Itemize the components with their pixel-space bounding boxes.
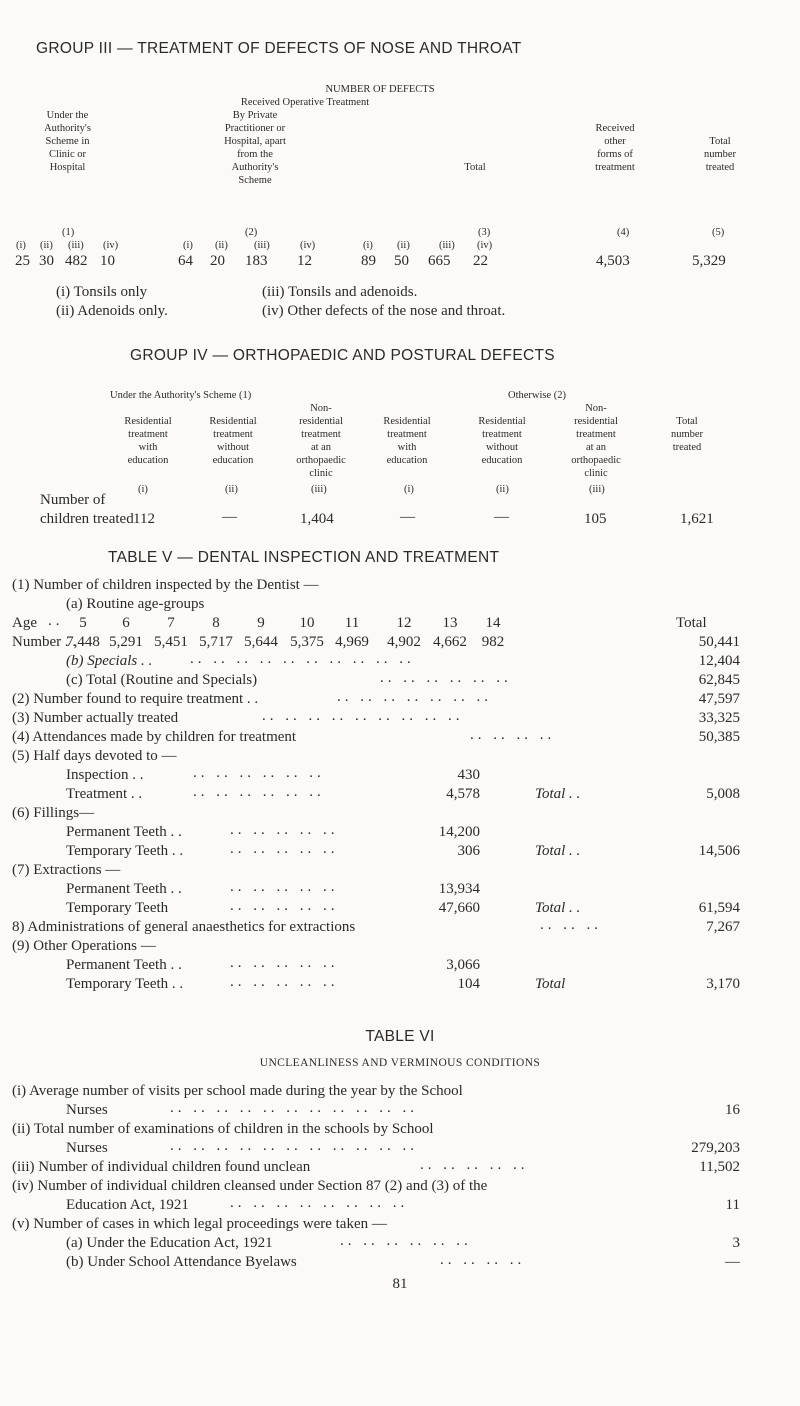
t5-ext-temp-value: 47,660 xyxy=(438,900,480,916)
g3-value: 30 xyxy=(39,253,54,269)
g3-col5-header: Total number treated xyxy=(703,136,737,173)
t5-fill-perm-value: 14,200 xyxy=(438,824,480,840)
t5-number-label: Number . . xyxy=(12,634,77,650)
t6-item-va: (a) Under the Education Act, 1921 xyxy=(66,1235,273,1251)
number-cell: 5,644 xyxy=(244,634,278,650)
dot-leader: .. .. .. .. .. .. .. .. xyxy=(230,1195,409,1211)
g3-sub-label: (iv) xyxy=(477,240,493,251)
g3-value: 4,503 xyxy=(596,253,630,269)
t6-item-ii: (ii) Total number of examinations of children in the schools by School xyxy=(12,1121,434,1137)
t5-line2: (2) Number found to require treatment . . xyxy=(12,691,259,707)
g4-value: 1,404 xyxy=(300,511,334,527)
g3-sub-label: (ii) xyxy=(215,240,228,251)
age-cell: 9 xyxy=(257,615,265,631)
number-cell: 982 xyxy=(481,634,505,650)
t5-line4: (4) Attendances made by children for treatment xyxy=(12,729,297,745)
t5-ext-temp-label: Temporary Teeth xyxy=(66,900,169,916)
g4-row-label: children treated xyxy=(40,511,134,527)
dot-leader: .. .. .. .. .. .. xyxy=(380,670,512,686)
number-cell: 5,291 xyxy=(109,634,143,650)
g4-col-header: Residential treatment with education xyxy=(124,416,172,466)
t5-line3: (3) Number actually treated xyxy=(12,710,179,726)
dot-leader: .. .. .. xyxy=(540,917,602,933)
dot-leader: .. .. .. .. .. xyxy=(230,898,339,914)
number-cell: 5,717 xyxy=(199,634,233,650)
t5-line1a: (a) Routine age-groups xyxy=(66,596,205,612)
g3-group-num-5: (5) xyxy=(712,227,725,238)
t5-total-word: Total . . xyxy=(535,900,581,916)
g3-value: 20 xyxy=(210,253,225,269)
t5-treatment-value: 4,578 xyxy=(446,786,480,802)
t5-total-word-plain: Total xyxy=(535,976,566,992)
dot-leader: .. .. .. .. .. xyxy=(230,974,339,990)
g4-under-heading: Under the Authority's Scheme (1) xyxy=(110,390,252,401)
t5-specials-value: 12,404 xyxy=(698,653,740,669)
dot-leader: .. .. .. .. .. xyxy=(230,841,339,857)
t5-fill-temp-label: Temporary Teeth . . xyxy=(66,843,184,859)
g4-col-header: Residential treatment without education xyxy=(209,416,257,466)
g3-group-num-2: (2) xyxy=(245,227,258,238)
g3-value: 25 xyxy=(15,253,30,269)
g3-note: (ii) Adenoids only. xyxy=(56,303,168,319)
t5-ext-total: 61,594 xyxy=(698,900,740,916)
dot-leader: .. .. .. .. .. .. xyxy=(193,784,325,800)
age-cell: 6 xyxy=(122,615,130,631)
g3-sub-label: (i) xyxy=(183,240,193,251)
age-cell: 12 xyxy=(396,615,412,631)
number-cell: 5,375 xyxy=(290,634,324,650)
t5-total-routine: (c) Total (Routine and Specials) xyxy=(66,672,258,688)
t6-item-i: (i) Average number of visits per school made during the year by the School xyxy=(12,1083,463,1099)
g4-value: — xyxy=(494,509,509,525)
t5-specials: (b) Specials . . xyxy=(66,653,153,669)
age-cell: 7 xyxy=(167,615,175,631)
age-cell: 8 xyxy=(212,615,220,631)
t5-fill-temp-value: 306 xyxy=(457,843,480,859)
t5-age-label: Age xyxy=(12,615,37,631)
t6-item-iv-value: 11 xyxy=(725,1197,740,1213)
t5-line9: (9) Other Operations — xyxy=(12,938,156,954)
g3-sub-label: (iv) xyxy=(103,240,119,251)
t5-total-routine-value: 62,845 xyxy=(698,672,740,688)
t5-total-word: Total . . xyxy=(535,843,581,859)
t6-item-iv: (iv) Number of individual children cleansed under Section 87 (2) and (3) of the xyxy=(12,1178,488,1194)
g4-value: — xyxy=(222,509,237,525)
g3-sub-label: (ii) xyxy=(40,240,53,251)
g4-value: 112 xyxy=(133,511,155,527)
t5-ext-perm-value: 13,934 xyxy=(438,881,480,897)
g3-sub-label: (iii) xyxy=(439,240,455,251)
t5-line3-value: 33,325 xyxy=(698,710,740,726)
t5-ext-perm-label: Permanent Teeth . . xyxy=(66,881,182,897)
g3-value: 5,329 xyxy=(692,253,726,269)
g3-note: (i) Tonsils only xyxy=(56,284,148,300)
t5-op-perm-label: Permanent Teeth . . xyxy=(66,957,182,973)
dot-leader: .. .. .. .. xyxy=(470,727,556,743)
t5-line8: 8) Administrations of general anaesthetics for extractions xyxy=(12,919,356,935)
g3-value: 12 xyxy=(297,253,312,269)
g3-group-num-4: (4) xyxy=(617,227,630,238)
g4-col-header: Non- residential treatment at an orthopaedic clinic xyxy=(571,403,621,479)
t6-item-ii-value: 279,203 xyxy=(691,1140,740,1156)
g4-col-num: (i) xyxy=(404,484,414,495)
g4-col-header: Total number treated xyxy=(670,416,704,453)
t5-fill-total: 14,506 xyxy=(698,843,740,859)
t6-item-iv-cont: Education Act, 1921 xyxy=(66,1197,189,1213)
g3-value: 10 xyxy=(100,253,115,269)
number-cell: 4,662 xyxy=(433,634,467,650)
g4-col-num: (ii) xyxy=(225,484,238,495)
t5-inspection: Inspection . . xyxy=(66,767,144,783)
t5-total-header: Total xyxy=(676,615,707,631)
t5-number-total: 50,441 xyxy=(698,634,740,650)
number-of-defects-heading: NUMBER OF DEFECTS xyxy=(325,84,435,95)
t6-item-vb: (b) Under School Attendance Byelaws xyxy=(66,1254,297,1270)
t5-line4-value: 50,385 xyxy=(698,729,740,745)
g4-col-header: Non- residential treatment at an orthopaedic clinic xyxy=(296,403,346,479)
dot-leader: .. xyxy=(48,613,64,629)
dot-leader: .. .. .. .. .. xyxy=(420,1157,529,1173)
t6-item-iii-value: 11,502 xyxy=(699,1159,740,1175)
t5-op-perm-value: 3,066 xyxy=(446,957,480,973)
age-cell: 10 xyxy=(299,615,315,631)
t6-item-i-value: 16 xyxy=(725,1102,740,1118)
g3-sub-label: (iii) xyxy=(254,240,270,251)
t5-line1: (1) Number of children inspected by the Dentist — xyxy=(12,577,319,593)
g4-otherwise-heading: Otherwise (2) xyxy=(508,390,567,401)
t6-item-vb-value: — xyxy=(725,1254,740,1270)
t5-line8-value: 7,267 xyxy=(706,919,740,935)
age-cell: 13 xyxy=(442,615,458,631)
t6-item-i-cont: Nurses xyxy=(66,1102,108,1118)
t5-line7: (7) Extractions — xyxy=(12,862,121,878)
g3-note: (iv) Other defects of the nose and throat. xyxy=(262,303,506,319)
g3-sub-label: (iii) xyxy=(68,240,84,251)
age-cell: 11 xyxy=(344,615,360,631)
g3-sub-label: (i) xyxy=(363,240,373,251)
g3-value: 89 xyxy=(361,253,376,269)
number-cell: 4,902 xyxy=(387,634,421,650)
g3-sub-label: (i) xyxy=(16,240,26,251)
g3-col2-header: By Private Practitioner or Hospital, apart from the Authority's Scheme xyxy=(224,110,286,186)
dot-leader: .. .. .. .. .. xyxy=(230,822,339,838)
dot-leader: .. .. .. .. xyxy=(440,1252,526,1268)
number-cell: 7,448 xyxy=(66,634,100,650)
g3-sub-label: (iv) xyxy=(300,240,316,251)
received-operative-heading: Received Operative Treatment xyxy=(240,97,370,108)
dot-leader: .. .. .. .. .. .. .. .. .. .. .. xyxy=(170,1138,418,1154)
g3-col1-header: Under the Authority's Scheme in Clinic or Hospital xyxy=(44,110,91,173)
g3-value: 22 xyxy=(473,253,488,269)
g4-value: 105 xyxy=(584,511,607,527)
t5-inspection-value: 430 xyxy=(457,767,480,783)
group3-title: GROUP III — TREATMENT OF DEFECTS OF NOSE AND THROAT xyxy=(36,40,522,57)
table6-title: TABLE VI xyxy=(365,1028,435,1045)
t5-half-days-total: 5,008 xyxy=(706,786,740,802)
g3-value: 183 xyxy=(245,253,268,269)
age-cell: 5 xyxy=(79,615,87,631)
dot-leader: .. .. .. .. .. .. xyxy=(340,1233,472,1249)
g3-sub-label: (ii) xyxy=(397,240,410,251)
t5-treatment: Treatment . . xyxy=(66,786,143,802)
t5-fill-perm-label: Permanent Teeth . . xyxy=(66,824,182,840)
g3-value: 482 xyxy=(65,253,88,269)
dot-leader: .. .. .. .. .. xyxy=(230,879,339,895)
g4-value: 1,621 xyxy=(680,511,714,527)
number-cell: 5,451 xyxy=(154,634,188,650)
group4-title: GROUP IV — ORTHOPAEDIC AND POSTURAL DEFECTS xyxy=(130,347,555,364)
dot-leader: .. .. .. .. .. .. xyxy=(193,765,325,781)
g3-value: 50 xyxy=(394,253,409,269)
age-cell: 14 xyxy=(485,615,501,631)
table5-title: TABLE V — DENTAL INSPECTION AND TREATMENT xyxy=(108,549,500,566)
dot-leader: .. .. .. .. .. .. .. .. .. xyxy=(262,708,464,724)
g4-col-num: (iii) xyxy=(589,484,605,495)
g3-col4-header: Received other forms of treatment xyxy=(595,123,635,173)
g3-value: 665 xyxy=(428,253,451,269)
t5-line6: (6) Fillings— xyxy=(12,805,95,821)
t5-line5: (5) Half days devoted to — xyxy=(12,748,177,764)
t5-line2-value: 47,597 xyxy=(698,691,740,707)
g3-group-num-3: (3) xyxy=(478,227,491,238)
g4-col-header: Residential treatment without education xyxy=(478,416,526,466)
g4-col-num: (ii) xyxy=(496,484,509,495)
t5-total-word: Total . . xyxy=(535,786,581,802)
t5-op-temp-label: Temporary Teeth . . xyxy=(66,976,184,992)
dot-leader: .. .. .. .. .. .. .. .. .. .. xyxy=(190,651,415,667)
t6-item-va-value: 3 xyxy=(732,1235,740,1251)
g4-col-header: Residential treatment with education xyxy=(383,416,431,466)
number-cell: 4,969 xyxy=(335,634,369,650)
dot-leader: .. .. .. .. .. .. .. .. .. .. .. xyxy=(170,1100,418,1116)
g4-row-label: Number of xyxy=(40,492,106,508)
dot-leader: .. .. .. .. .. .. .. xyxy=(337,689,492,705)
g3-value: 64 xyxy=(178,253,193,269)
t6-item-v: (v) Number of cases in which legal proceedings were taken — xyxy=(12,1216,387,1232)
g4-col-num: (i) xyxy=(138,484,148,495)
g3-note: (iii) Tonsils and adenoids. xyxy=(262,284,418,300)
t6-item-ii-cont: Nurses xyxy=(66,1140,108,1156)
g4-value: — xyxy=(400,509,415,525)
dot-leader: .. .. .. .. .. xyxy=(230,955,339,971)
t5-op-temp-value: 104 xyxy=(457,976,480,992)
page-number: 81 xyxy=(392,1276,408,1292)
t5-op-total: 3,170 xyxy=(706,976,740,992)
t6-item-iii: (iii) Number of individual children found unclean xyxy=(12,1159,311,1175)
g3-col3-header: Total xyxy=(464,162,486,173)
g4-col-num: (iii) xyxy=(311,484,327,495)
g3-group-num-1: (1) xyxy=(62,227,75,238)
table6-subtitle: UNCLEANLINESS AND VERMINOUS CONDITIONS xyxy=(259,1057,541,1069)
